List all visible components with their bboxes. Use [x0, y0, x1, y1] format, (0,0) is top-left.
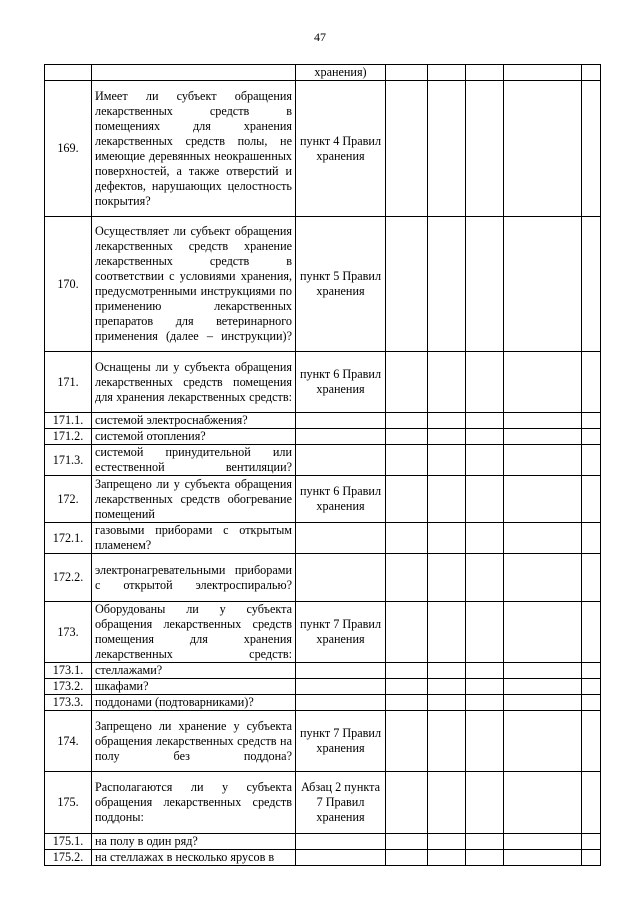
- table-row: [45, 81, 601, 217]
- legal-reference: [296, 663, 386, 679]
- question-text: [92, 65, 296, 81]
- item-number: 171.2.: [45, 429, 92, 445]
- item-number: 172.1.: [45, 523, 92, 554]
- notes-cell[interactable]: [504, 81, 582, 217]
- answer-yes-cell[interactable]: [386, 476, 428, 523]
- legal-reference: хранения): [296, 65, 386, 81]
- extra-cell[interactable]: [582, 850, 601, 866]
- answer-na-cell[interactable]: [466, 679, 504, 695]
- answer-na-cell[interactable]: [466, 663, 504, 679]
- notes-cell[interactable]: [504, 772, 582, 834]
- answer-yes-cell[interactable]: [386, 711, 428, 772]
- notes-cell[interactable]: [504, 711, 582, 772]
- extra-cell[interactable]: [582, 711, 601, 772]
- answer-no-cell[interactable]: [428, 554, 466, 602]
- notes-cell[interactable]: [504, 352, 582, 413]
- question-text: Осуществляет ли субъект обращения лекарственных средств хранение лекарственных средств в соответствии с условиями хранения, предусмотренными инструкциями по применению лекарственных препаратов для ветеринарного применения (далее – инструкции)?: [92, 217, 296, 352]
- question-text: поддонами (подтоварниками)?: [92, 695, 296, 711]
- answer-no-cell[interactable]: [428, 602, 466, 663]
- legal-reference: [296, 554, 386, 602]
- table-row: [45, 602, 601, 663]
- legal-reference: пункт 7 Правил хранения: [296, 602, 386, 663]
- checklist-table: [44, 64, 601, 866]
- answer-na-cell[interactable]: [466, 65, 504, 81]
- answer-na-cell[interactable]: [466, 81, 504, 217]
- extra-cell[interactable]: [582, 554, 601, 602]
- table-row: [45, 554, 601, 602]
- answer-na-cell[interactable]: [466, 850, 504, 866]
- notes-cell[interactable]: [504, 65, 582, 81]
- page-number: 47: [314, 30, 326, 44]
- table-row: [45, 65, 601, 81]
- question-text: газовыми приборами с открытым пламенем?: [92, 523, 296, 554]
- answer-yes-cell[interactable]: [386, 850, 428, 866]
- answer-no-cell[interactable]: [428, 352, 466, 413]
- question-text: Имеет ли субъект обращения лекарственных средств в помещениях для хранения лекарственных средств полы, не имеющие деревянных неокрашенных поверхностей, а также отверстий и дефектов, нарушающих целостность покрытия?: [92, 81, 296, 217]
- legal-reference: пункт 6 Правил хранения: [296, 476, 386, 523]
- legal-reference: [296, 679, 386, 695]
- question-text: электронагревательными приборами с открытой электроспиралью?: [92, 554, 296, 602]
- notes-cell[interactable]: [504, 429, 582, 445]
- table-row: [45, 476, 601, 523]
- answer-yes-cell[interactable]: [386, 834, 428, 850]
- question-text: шкафами?: [92, 679, 296, 695]
- extra-cell[interactable]: [582, 834, 601, 850]
- notes-cell[interactable]: [504, 554, 582, 602]
- table-row: [45, 429, 601, 445]
- answer-no-cell[interactable]: [428, 445, 466, 476]
- legal-reference: [296, 429, 386, 445]
- legal-reference: пункт 7 Правил хранения: [296, 711, 386, 772]
- notes-cell[interactable]: [504, 695, 582, 711]
- notes-cell[interactable]: [504, 523, 582, 554]
- answer-yes-cell[interactable]: [386, 663, 428, 679]
- question-text: Оснащены ли у субъекта обращения лекарственных средств помещения для хранения лекарственных средств:: [92, 352, 296, 413]
- item-number: 172.: [45, 476, 92, 523]
- answer-yes-cell[interactable]: [386, 352, 428, 413]
- extra-cell[interactable]: [582, 445, 601, 476]
- legal-reference: пункт 6 Правил хранения: [296, 352, 386, 413]
- answer-no-cell[interactable]: [428, 217, 466, 352]
- item-number: 173.: [45, 602, 92, 663]
- notes-cell[interactable]: [504, 217, 582, 352]
- answer-yes-cell[interactable]: [386, 429, 428, 445]
- extra-cell[interactable]: [582, 413, 601, 429]
- notes-cell[interactable]: [504, 679, 582, 695]
- answer-na-cell[interactable]: [466, 834, 504, 850]
- extra-cell[interactable]: [582, 663, 601, 679]
- answer-yes-cell[interactable]: [386, 679, 428, 695]
- checklist-body: [45, 65, 601, 866]
- item-number: 172.2.: [45, 554, 92, 602]
- notes-cell[interactable]: [504, 850, 582, 866]
- answer-na-cell[interactable]: [466, 523, 504, 554]
- extra-cell[interactable]: [582, 602, 601, 663]
- answer-na-cell[interactable]: [466, 554, 504, 602]
- item-number: 171.3.: [45, 445, 92, 476]
- item-number: 171.: [45, 352, 92, 413]
- answer-na-cell[interactable]: [466, 602, 504, 663]
- question-text: системой принудительной или естественной вентиляции?: [92, 445, 296, 476]
- answer-no-cell[interactable]: [428, 476, 466, 523]
- answer-yes-cell[interactable]: [386, 602, 428, 663]
- extra-cell[interactable]: [582, 695, 601, 711]
- item-number: 175.2.: [45, 850, 92, 866]
- answer-na-cell[interactable]: [466, 772, 504, 834]
- answer-no-cell[interactable]: [428, 413, 466, 429]
- answer-yes-cell[interactable]: [386, 695, 428, 711]
- answer-no-cell[interactable]: [428, 695, 466, 711]
- table-row: [45, 413, 601, 429]
- answer-no-cell[interactable]: [428, 65, 466, 81]
- extra-cell[interactable]: [582, 476, 601, 523]
- answer-yes-cell[interactable]: [386, 217, 428, 352]
- answer-yes-cell[interactable]: [386, 554, 428, 602]
- notes-cell[interactable]: [504, 413, 582, 429]
- item-number: 171.1.: [45, 413, 92, 429]
- extra-cell[interactable]: [582, 217, 601, 352]
- extra-cell[interactable]: [582, 679, 601, 695]
- question-text: системой отопления?: [92, 429, 296, 445]
- answer-no-cell[interactable]: [428, 711, 466, 772]
- legal-reference: пункт 5 Правил хранения: [296, 217, 386, 352]
- table-row: [45, 834, 601, 850]
- question-text: системой электроснабжения?: [92, 413, 296, 429]
- question-text: Запрещено ли хранение у субъекта обращения лекарственных средств на полу без поддона?: [92, 711, 296, 772]
- answer-na-cell[interactable]: [466, 217, 504, 352]
- notes-cell[interactable]: [504, 602, 582, 663]
- item-number: [45, 65, 92, 81]
- item-number: 173.1.: [45, 663, 92, 679]
- table-row: [45, 772, 601, 834]
- legal-reference: [296, 695, 386, 711]
- answer-no-cell[interactable]: [428, 679, 466, 695]
- item-number: 173.3.: [45, 695, 92, 711]
- table-row: [45, 445, 601, 476]
- item-number: 175.: [45, 772, 92, 834]
- item-number: 169.: [45, 81, 92, 217]
- answer-no-cell[interactable]: [428, 850, 466, 866]
- question-text: стеллажами?: [92, 663, 296, 679]
- legal-reference: [296, 834, 386, 850]
- table-row: [45, 663, 601, 679]
- legal-reference: [296, 850, 386, 866]
- answer-no-cell[interactable]: [428, 834, 466, 850]
- notes-cell[interactable]: [504, 476, 582, 523]
- question-text: Оборудованы ли у субъекта обращения лекарственных средств помещения для хранения лекарственных средств:: [92, 602, 296, 663]
- question-text: Располагаются ли у субъекта обращения лекарственных средств поддоны:: [92, 772, 296, 834]
- answer-na-cell[interactable]: [466, 445, 504, 476]
- answer-na-cell[interactable]: [466, 352, 504, 413]
- answer-no-cell[interactable]: [428, 81, 466, 217]
- legal-reference: пункт 4 Правил хранения: [296, 81, 386, 217]
- extra-cell[interactable]: [582, 429, 601, 445]
- table-row: [45, 679, 601, 695]
- table-row: [45, 352, 601, 413]
- item-number: 174.: [45, 711, 92, 772]
- item-number: 173.2.: [45, 679, 92, 695]
- table-row: [45, 695, 601, 711]
- notes-cell[interactable]: [504, 663, 582, 679]
- table-row: [45, 217, 601, 352]
- answer-na-cell[interactable]: [466, 413, 504, 429]
- answer-na-cell[interactable]: [466, 711, 504, 772]
- table-row: [45, 711, 601, 772]
- question-text: Запрещено ли у субъекта обращения лекарственных средств обогревание помещений: [92, 476, 296, 523]
- extra-cell[interactable]: [582, 81, 601, 217]
- answer-yes-cell[interactable]: [386, 413, 428, 429]
- answer-na-cell[interactable]: [466, 695, 504, 711]
- answer-no-cell[interactable]: [428, 772, 466, 834]
- answer-na-cell[interactable]: [466, 476, 504, 523]
- answer-na-cell[interactable]: [466, 429, 504, 445]
- answer-no-cell[interactable]: [428, 663, 466, 679]
- item-number: 175.1.: [45, 834, 92, 850]
- item-number: 170.: [45, 217, 92, 352]
- legal-reference: [296, 445, 386, 476]
- notes-cell[interactable]: [504, 834, 582, 850]
- answer-no-cell[interactable]: [428, 429, 466, 445]
- extra-cell[interactable]: [582, 523, 601, 554]
- legal-reference: [296, 523, 386, 554]
- answer-yes-cell[interactable]: [386, 81, 428, 217]
- answer-yes-cell[interactable]: [386, 772, 428, 834]
- extra-cell[interactable]: [582, 352, 601, 413]
- answer-yes-cell[interactable]: [386, 523, 428, 554]
- legal-reference: [296, 413, 386, 429]
- question-text: на стеллажах в несколько ярусов в: [92, 850, 296, 866]
- extra-cell[interactable]: [582, 65, 601, 81]
- notes-cell[interactable]: [504, 445, 582, 476]
- answer-yes-cell[interactable]: [386, 445, 428, 476]
- extra-cell[interactable]: [582, 772, 601, 834]
- answer-yes-cell[interactable]: [386, 65, 428, 81]
- question-text: на полу в один ряд?: [92, 834, 296, 850]
- legal-reference: Абзац 2 пункта 7 Правил хранения: [296, 772, 386, 834]
- table-row: [45, 850, 601, 866]
- table-row: [45, 523, 601, 554]
- answer-no-cell[interactable]: [428, 523, 466, 554]
